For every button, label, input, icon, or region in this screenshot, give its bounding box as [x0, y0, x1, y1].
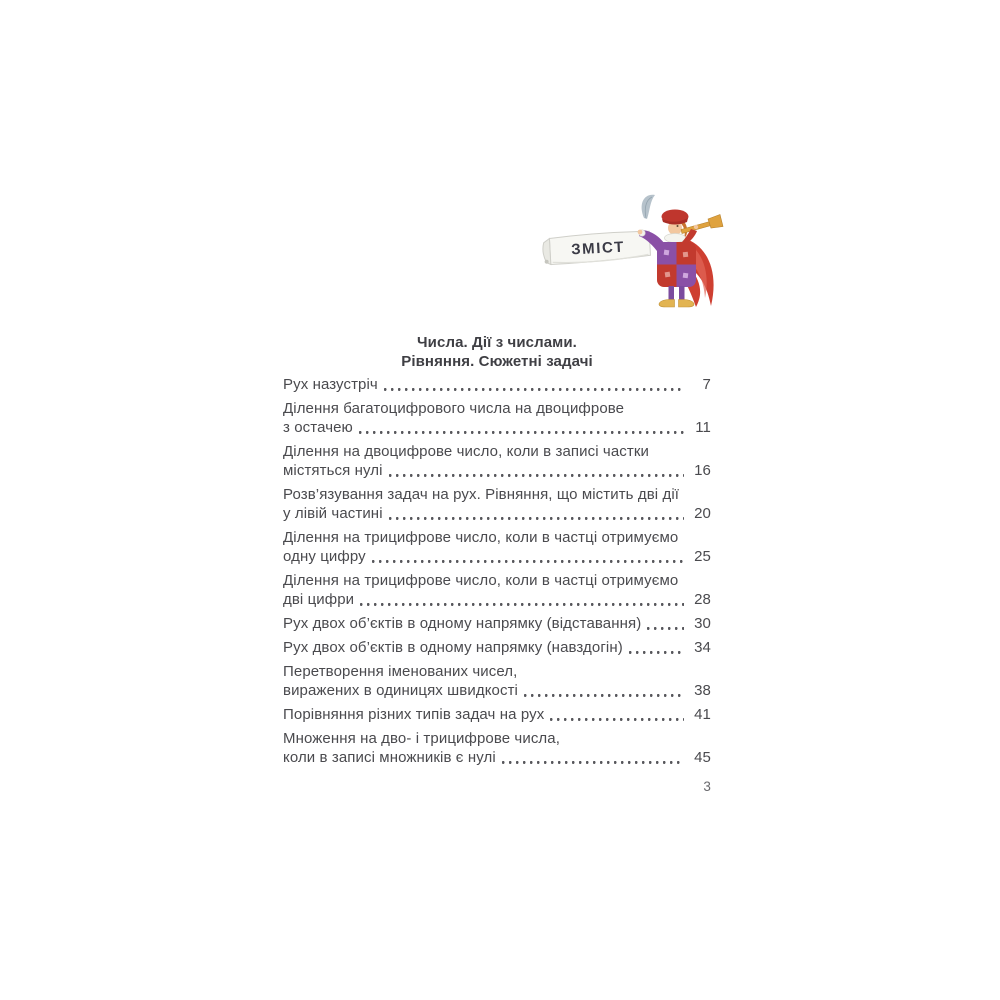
toc-entry-line: [283, 662, 711, 681]
dot-leader: [384, 375, 684, 394]
toc-entry: [283, 528, 711, 566]
dot-leader: [629, 638, 684, 657]
toc-page-number: 28: [694, 591, 711, 608]
section-heading: [283, 333, 711, 371]
toc-entry-title: Порівняння різних типів задач на рух: [283, 706, 545, 723]
dot-leader: [550, 705, 684, 724]
contents-header-illustration: [538, 190, 730, 312]
section-heading-line1: Числа. Дії з числами.: [417, 334, 577, 351]
toc-entry: [283, 442, 711, 480]
toc-page-number: 25: [694, 548, 711, 565]
toc-page-number: 45: [694, 749, 711, 766]
toc-entry-line: [283, 504, 711, 523]
dot-leader: [359, 418, 684, 437]
toc-entry-title: Рух двох об’єктів в одному напрямку (навздогін): [283, 639, 623, 656]
toc-entry-title: Ділення багатоцифрового числа на двоцифрове: [283, 400, 625, 417]
toc-entry-title: одну цифру: [283, 548, 366, 565]
toc-page-number: 11: [695, 419, 711, 436]
toc-entry-line: [283, 485, 711, 504]
page-number: 3: [703, 779, 711, 794]
toc-entry: [283, 399, 711, 437]
toc-entry-line: [283, 547, 711, 566]
toc-entry-title: дві цифри: [283, 591, 355, 608]
dot-leader: [389, 504, 684, 523]
tunic: [657, 242, 696, 287]
toc-page-number: 16: [694, 462, 711, 479]
toc-entry-line: [283, 418, 711, 437]
toc-entry: [283, 638, 711, 657]
toc-page-number: 34: [694, 639, 711, 656]
toc-entry-title: Розв’язування задач на рух. Рівняння, що містить дві дії: [283, 486, 680, 503]
toc-entry-line: [283, 729, 711, 748]
toc-entry-title: виражених в одиницях швидкості: [283, 682, 518, 699]
toc-entry: [283, 485, 711, 523]
hat: [662, 210, 689, 225]
banner-title: ЗМІСТ: [570, 238, 626, 259]
dot-leader: [389, 461, 684, 480]
toc-entry-title: Ділення на трицифрове число, коли в частці отримуємо: [283, 529, 679, 546]
toc-entry-title: коли в записі множників є нулі: [283, 749, 496, 766]
toc-entry-line: [283, 528, 711, 547]
toc-entry-title: Множення на дво- і трицифрове числа,: [283, 730, 560, 747]
toc-entry: [283, 705, 711, 724]
toc-column: [283, 333, 711, 796]
scroll-banner: [542, 231, 650, 265]
toc-entry: [283, 571, 711, 609]
toc-entry-title: Ділення на трицифрове число, коли в частці отримуємо: [283, 572, 679, 589]
toc-page-number: 41: [694, 706, 711, 723]
toc-entry-line: [283, 614, 711, 633]
toc-entry-line: [283, 461, 711, 480]
toc-entry-line: [283, 705, 711, 724]
toc-entry-title: містяться нулі: [283, 462, 383, 479]
toc-entry-line: [283, 681, 711, 700]
toc-entry-line: [283, 638, 711, 657]
dot-leader: [647, 614, 684, 633]
dot-leader: [524, 681, 684, 700]
dot-leader: [360, 590, 684, 609]
toc-entry: [283, 662, 711, 700]
toc-entry-title: Перетворення іменованих чисел,: [283, 663, 518, 680]
toc-entry-line: [283, 748, 711, 767]
section-heading-line2: Рівняння. Сюжетні задачі: [401, 353, 593, 370]
toc-entry-title: Рух двох об’єктів в одному напрямку (відставання): [283, 615, 642, 632]
toc-entry-title: з остачею: [283, 419, 353, 436]
toc-entry-title: Рух назустріч: [283, 376, 378, 393]
toc-page-number: 30: [694, 615, 711, 632]
toc-page-number: 20: [694, 505, 711, 522]
toc-entry-line: [283, 375, 711, 394]
toc-entry: [283, 729, 711, 767]
toc-entry-title: у лівій частині: [283, 505, 383, 522]
dot-leader: [372, 547, 684, 566]
toc-page-number: 7: [702, 376, 711, 393]
toc-entry-line: [283, 399, 711, 418]
toc-list: [283, 375, 711, 767]
toc-entry-line: [283, 590, 711, 609]
toc-page-number: 38: [694, 682, 711, 699]
toc-entry: [283, 375, 711, 394]
toc-entry-line: [283, 571, 711, 590]
toc-entry-title: Ділення на двоцифрове число, коли в записі частки: [283, 443, 649, 460]
toc-entry-line: [283, 442, 711, 461]
dot-leader: [502, 748, 684, 767]
feather-icon: [642, 195, 655, 219]
toc-entry: [283, 614, 711, 633]
